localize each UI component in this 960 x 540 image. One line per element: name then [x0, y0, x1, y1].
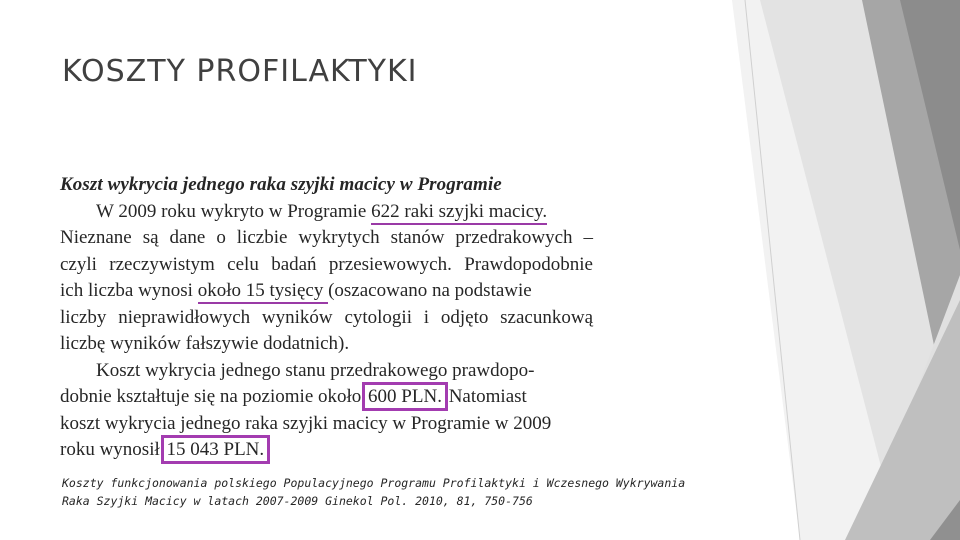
boxed-highlight: 600 PLN. [368, 386, 442, 407]
citation: Koszty funkcjonowania polskiego Populacyjnego Programu Profilaktyki i Wczesnego Wykrywania Raka Szyjki Macicy w latach 2007-2009 Ginekol Pol. 2010, 81, 750-756 [62, 476, 686, 508]
scan-text: Natomiast [443, 386, 527, 407]
scan-text-block [60, 172, 593, 464]
scan-line-4 [60, 278, 593, 305]
scan-line-1 [60, 199, 593, 226]
scan-text: (oszacowano na podstawie [328, 280, 532, 301]
scan-line-7: Koszt wykrycia jednego stanu przedrakowego prawdopo- [96, 359, 535, 381]
scan-line-6: liczbę wyników fałszywie dodatnich). [60, 333, 350, 354]
scan-line-5: liczby nieprawidłowych wyników cytologii i odjęto szacunkową [60, 306, 593, 328]
underlined-highlight: 622 raki szyjki macicy. [371, 201, 547, 225]
scan-text: roku wynosił [60, 439, 165, 460]
scan-line-10 [60, 437, 593, 464]
scan-text: dobnie kształtuje się na poziomie około [60, 386, 367, 407]
scan-line-2: Nieznane są dane o liczbie wykrytych stanów przedrakowych – [60, 227, 593, 248]
scan-text: W 2009 roku wykryto w Programie [96, 200, 372, 222]
boxed-highlight: 15 043 PLN. [166, 439, 265, 460]
scan-line-8 [60, 384, 593, 411]
scan-line-3: czyli rzeczywistym celu badań przesiewowych. Prawdopodobnie [60, 253, 593, 275]
scan-heading: Koszt wykrycia jednego raka szyjki macicy w Programie [60, 174, 502, 195]
scanned-document-excerpt [54, 170, 599, 470]
scan-text: ich liczba wynosi [60, 280, 198, 301]
slide-title: KOSZTY PROFILAKTYKI [62, 54, 418, 89]
scan-line-9: koszt wykrycia jednego raka szyjki macicy w Programie w 2009 [60, 412, 552, 434]
underlined-highlight: około 15 tysięcy [198, 280, 328, 304]
